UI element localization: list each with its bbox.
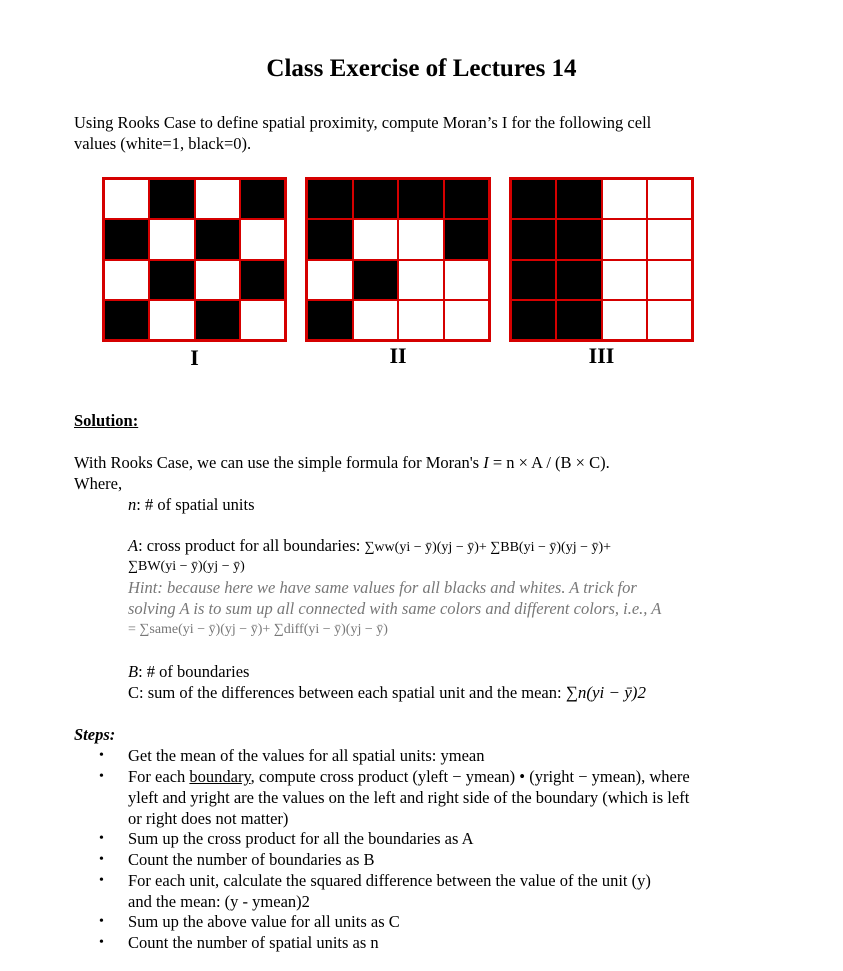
solution-heading: Solution: [74, 411, 139, 430]
bullet: • [99, 873, 104, 888]
bullet: • [99, 852, 104, 867]
grid-cell [240, 179, 285, 219]
hint-line-1: Hint: because here we have same values for all blacks and whites. A trick for [128, 578, 637, 597]
a-definition: A: cross product for all boundaries: ∑ww(yi − ȳ)(yj − ȳ)+ ∑BB(yi − ȳ)(yj − ȳ)+ [128, 536, 612, 555]
grid-cell [602, 260, 647, 300]
grid-cell [240, 219, 285, 259]
grid-cell [195, 260, 240, 300]
bullet: • [99, 831, 104, 846]
bullet: • [99, 748, 104, 763]
grid-cell [556, 219, 601, 259]
grid-cell [398, 260, 444, 300]
grid-cell [149, 219, 194, 259]
step-5-cont: and the mean: (y - ymean)2 [128, 892, 310, 911]
grid-ii [305, 177, 491, 342]
n-definition: n: # of spatial units [128, 495, 255, 514]
grid-cell [195, 179, 240, 219]
a-formula-cont: ∑BW(yi − ȳ)(yj − ȳ) [128, 559, 245, 574]
grid-cell [149, 300, 194, 340]
bullet: • [99, 914, 104, 929]
grid-cell [240, 260, 285, 300]
grid-cell [647, 260, 692, 300]
grid-cell [556, 260, 601, 300]
grid-cell [556, 179, 601, 219]
grid-cell [307, 219, 353, 259]
grid-cell [307, 300, 353, 340]
grid-cell [602, 219, 647, 259]
grid-label-ii: II [389, 343, 407, 368]
grid-cell [398, 219, 444, 259]
grid-cell [353, 179, 399, 219]
formula-line: With Rooks Case, we can use the simple formula for Moran's I = n × A / (B × C). [74, 453, 610, 472]
page-title: Class Exercise of Lectures 14 [266, 55, 577, 82]
grid-cell [511, 300, 556, 340]
grid-cell [353, 260, 399, 300]
grid-cell [556, 300, 601, 340]
grid-cell [307, 179, 353, 219]
grid-cell [511, 179, 556, 219]
grid-cell [104, 300, 149, 340]
step-2: For each boundary, compute cross product (yleft − ymean) • (yright − ymean), where [128, 767, 690, 786]
c-definition: C: sum of the differences between each spatial unit and the mean: ∑n(yi − ȳ)2 [128, 683, 646, 702]
bullet: • [99, 935, 104, 950]
intro-line-1: Using Rooks Case to define spatial proximity, compute Moran’s I for the following cell [74, 113, 652, 132]
grid-cell [444, 179, 490, 219]
where-label: Where, [74, 474, 123, 493]
grid-cell [149, 179, 194, 219]
grid-label-i: I [190, 345, 199, 370]
grid-cell [104, 179, 149, 219]
steps-heading: Steps: [74, 725, 116, 744]
grid-cell [195, 300, 240, 340]
grid-cell [398, 300, 444, 340]
bullet: • [99, 769, 104, 784]
grid-cell [647, 179, 692, 219]
grid-iii [509, 177, 694, 342]
grid-cell [602, 300, 647, 340]
grid-i [102, 177, 287, 342]
grid-cell [149, 260, 194, 300]
grid-cell [398, 179, 444, 219]
grid-cell [353, 219, 399, 259]
grid-cell [104, 219, 149, 259]
hint-line-3: = ∑same(yi − ȳ)(yj − ȳ)+ ∑diff(yi − ȳ)(yj − ȳ) [128, 622, 388, 637]
step-4: Count the number of boundaries as B [128, 850, 375, 869]
step-7: Count the number of spatial units as n [128, 933, 379, 952]
step-3: Sum up the cross product for all the boundaries as A [128, 829, 474, 848]
step-2-cont: yleft and yright are the values on the left and right side of the boundary (which is left [128, 788, 690, 807]
grid-cell [353, 300, 399, 340]
b-definition: B: # of boundaries [128, 662, 250, 681]
grid-cell [647, 300, 692, 340]
grid-cell [444, 300, 490, 340]
step-6: Sum up the above value for all units as C [128, 912, 400, 931]
grid-cell [307, 260, 353, 300]
grid-cell [104, 260, 149, 300]
grid-cell [647, 219, 692, 259]
hint-line-2: solving A is to sum up all connected with same colors and different colors, i.e., A [128, 599, 662, 618]
step-1: Get the mean of the values for all spatial units: ymean [128, 746, 485, 765]
grid-label-iii: III [588, 343, 615, 368]
step-2-cont-2: or right does not matter) [128, 809, 289, 828]
step-5: For each unit, calculate the squared difference between the value of the unit (y) [128, 871, 651, 890]
intro-line-2: values (white=1, black=0). [74, 134, 252, 153]
grid-cell [444, 219, 490, 259]
grid-cell [511, 219, 556, 259]
grid-cell [511, 260, 556, 300]
grid-cell [444, 260, 490, 300]
grid-cell [240, 300, 285, 340]
grid-cell [602, 179, 647, 219]
grid-cell [195, 219, 240, 259]
